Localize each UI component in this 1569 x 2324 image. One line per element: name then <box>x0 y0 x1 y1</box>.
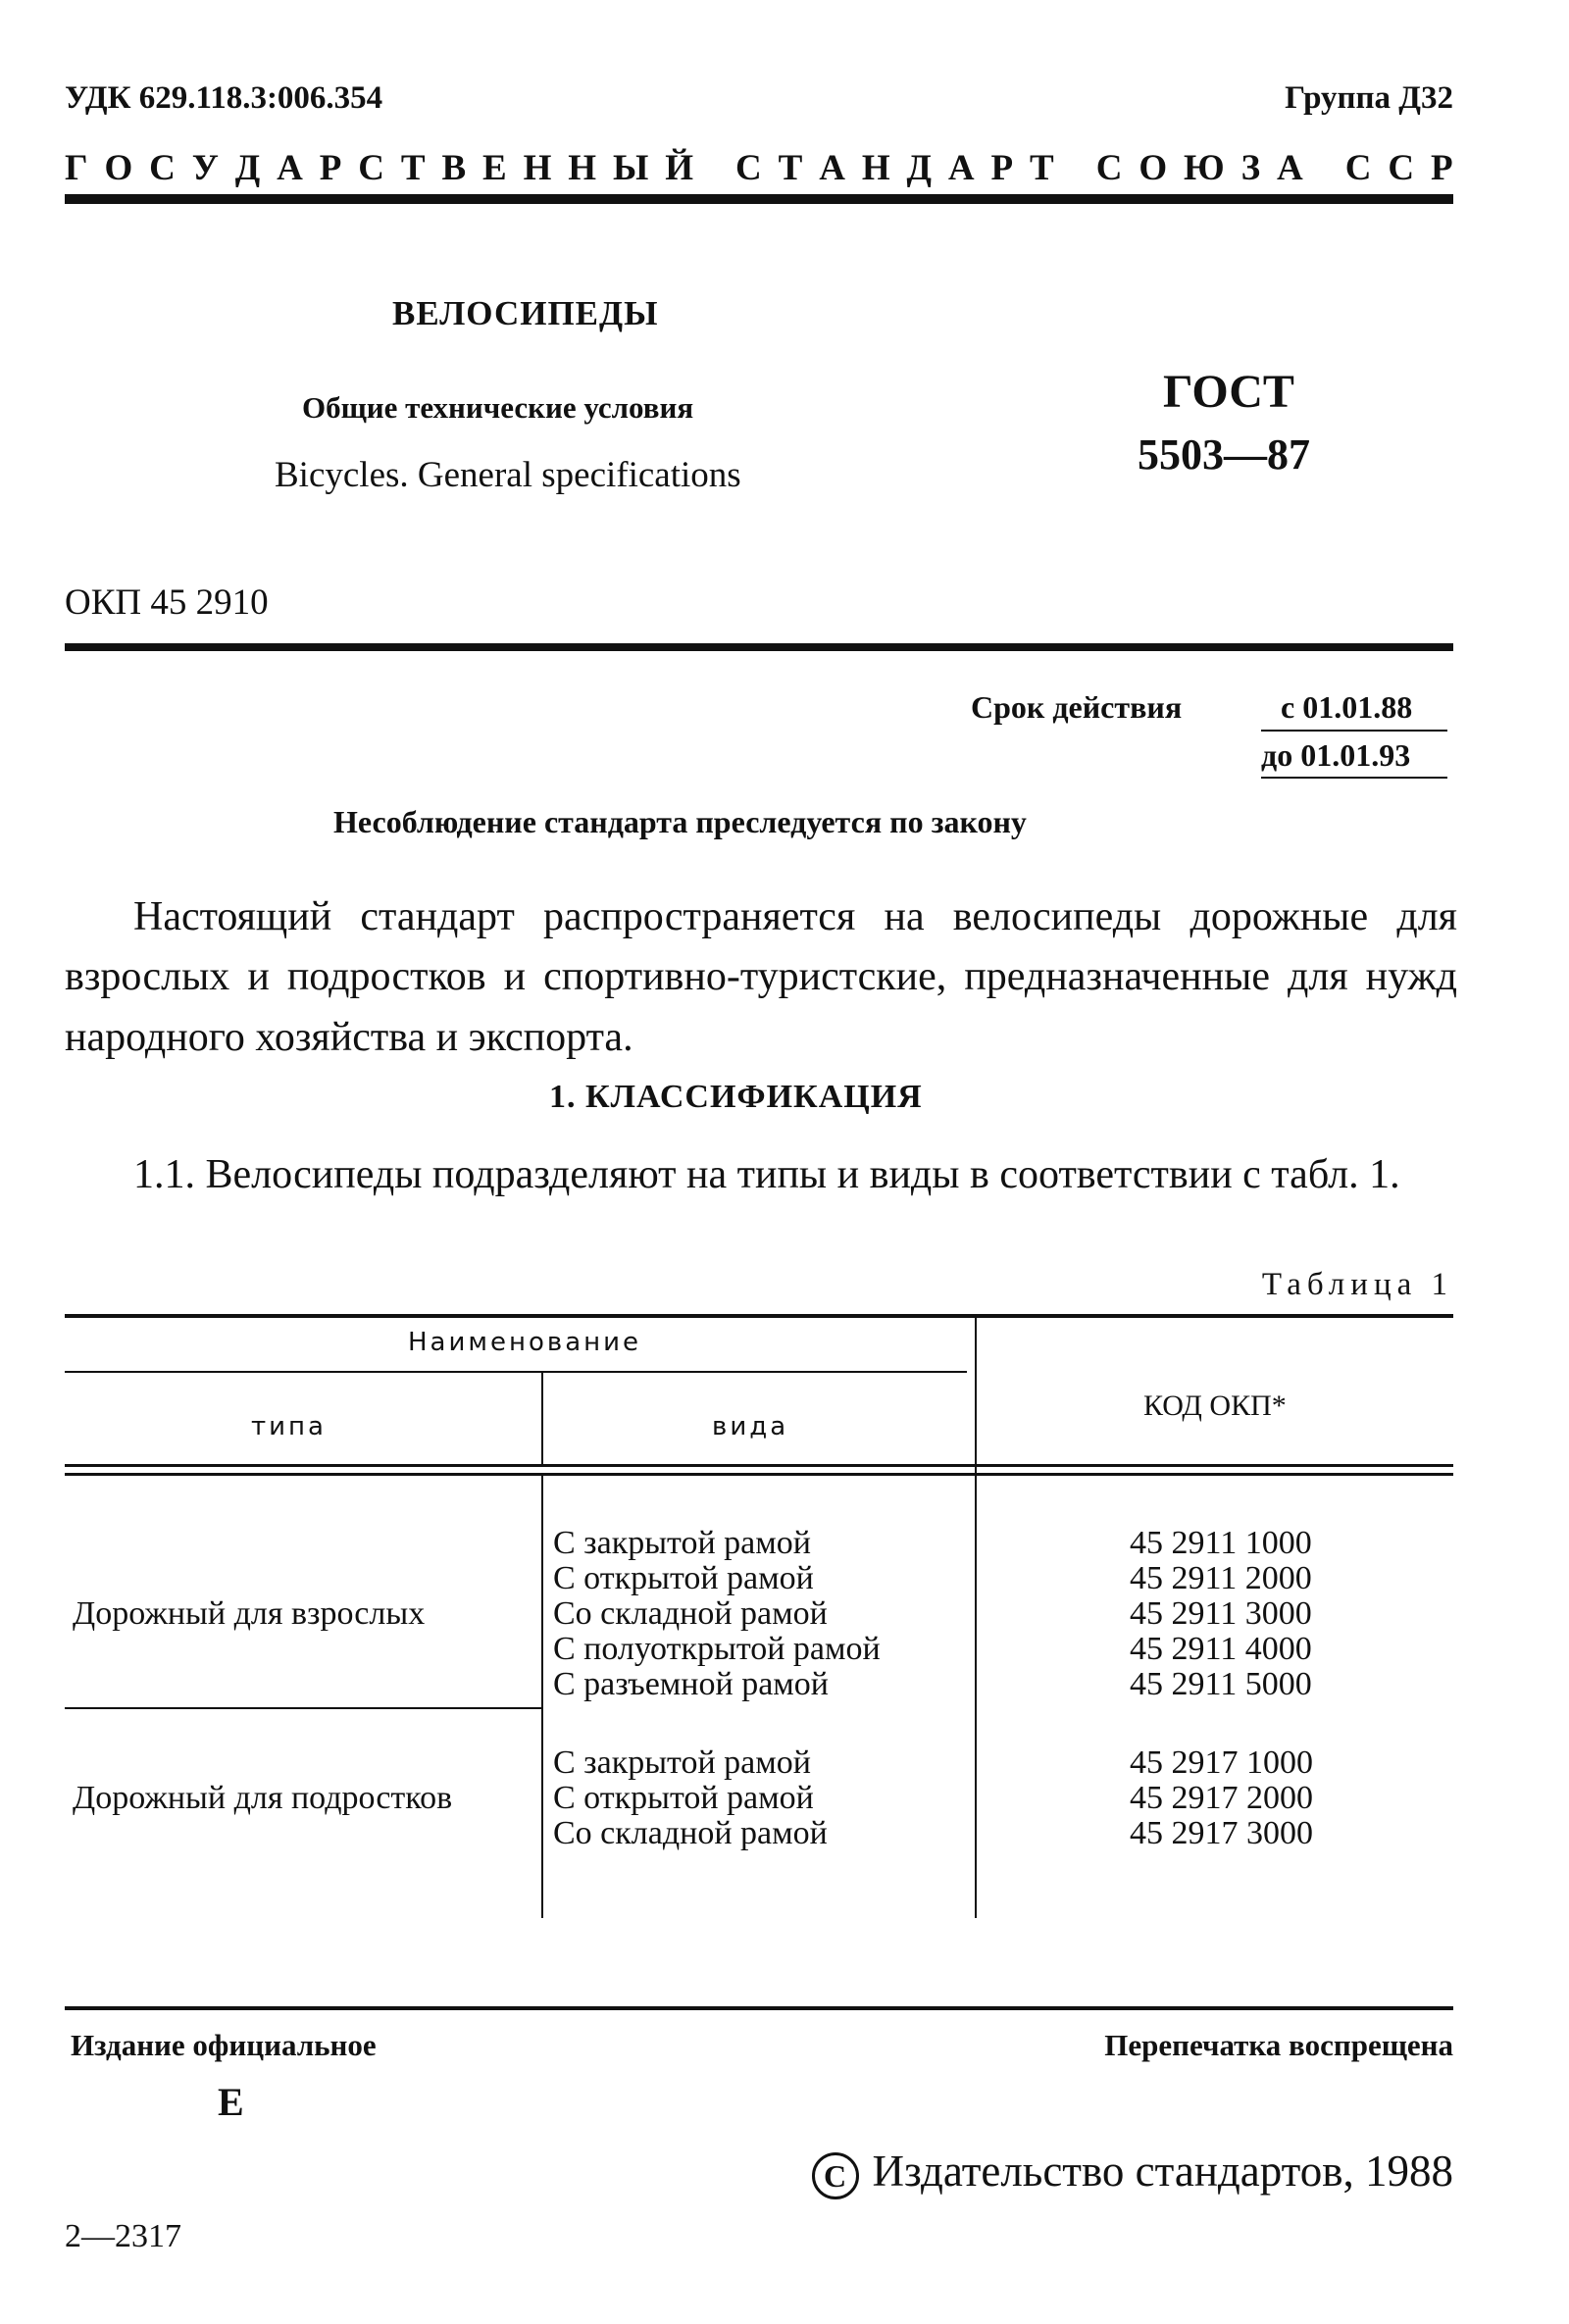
group-1-code-4: 45 2911 4000 <box>1130 1631 1312 1667</box>
group-1-kind-4: С полуоткрытой рамой <box>553 1631 881 1667</box>
header-code: КОД ОКП* <box>1143 1389 1287 1422</box>
reprint-prohibited-label: Перепечатка воспрещена <box>1104 2028 1453 2062</box>
group-1-code-5: 45 2911 5000 <box>1130 1666 1312 1702</box>
table-label: Таблица 1 <box>1261 1267 1453 1302</box>
group-2-kind-2: С открытой рамой <box>553 1780 814 1816</box>
validity-to: до 01.01.93 <box>1261 737 1411 773</box>
intro-paragraph: Настоящий стандарт распространяется на велосипеды дорожные для взрослых и подростков и спортивно-туристские, предназначенные для нужд народного хозяйства и экспорта. <box>65 894 1457 1060</box>
validity-to-underline <box>1261 777 1447 779</box>
group-2-kind-3: Со складной рамой <box>553 1815 828 1851</box>
clause-1-1: 1.1. Велосипеды подразделяют на типы и виды в соответствии с табл. 1. <box>133 1152 1400 1197</box>
section-heading-classification: 1. КЛАССИФИКАЦИЯ <box>549 1079 923 1115</box>
group-1-type: Дорожный для взрослых <box>73 1595 426 1632</box>
header-name-rule <box>65 1371 967 1373</box>
header-name: Наименование <box>408 1328 642 1357</box>
group-2-type: Дорожный для подростков <box>73 1780 453 1816</box>
gost-label: ГОСТ <box>1163 366 1294 418</box>
okp-code: ОКП 45 2910 <box>65 582 269 623</box>
group-code: Группа Д32 <box>1285 80 1453 116</box>
group-2-code-1: 45 2917 1000 <box>1130 1744 1313 1781</box>
document-title: ВЕЛОСИПЕДЫ <box>392 294 659 332</box>
gost-number: 5503—87 <box>1138 430 1310 479</box>
udk-code: УДК 629.118.3:006.354 <box>65 80 383 116</box>
group-1-kind-1: С закрытой рамой <box>553 1525 811 1561</box>
classification-table <box>65 1314 1453 1932</box>
header-double-rule-top <box>65 1464 1453 1467</box>
group-1-code-3: 45 2911 3000 <box>1130 1595 1312 1632</box>
header-double-rule-bottom <box>65 1473 1453 1476</box>
table-vline-type-kind <box>541 1476 543 1918</box>
group-1-code-1: 45 2911 1000 <box>1130 1525 1312 1561</box>
footer-rule <box>65 2006 1453 2010</box>
edition-mark: Е <box>218 2080 244 2124</box>
group-1-kind-3: Со складной рамой <box>553 1595 828 1632</box>
copyright-text: Издательство стандартов, 1988 <box>872 2147 1453 2196</box>
header-kind: вида <box>712 1412 789 1441</box>
document-subtitle-english: Bicycles. General specifications <box>275 455 741 495</box>
group-2-code-2: 45 2917 2000 <box>1130 1780 1313 1816</box>
document-subtitle: Общие технические условия <box>302 390 694 425</box>
copyright-line <box>812 2146 1453 2199</box>
law-notice: Несоблюдение стандарта преследуется по закону <box>333 804 1027 839</box>
table-vline-kind-code <box>975 1318 977 1918</box>
group-separator-rule <box>65 1707 541 1709</box>
header-rule <box>65 194 1453 204</box>
group-1-kind-5: С разъемной рамой <box>553 1666 829 1702</box>
group-2-kind-1: С закрытой рамой <box>553 1744 811 1781</box>
header-type: типа <box>251 1412 327 1441</box>
validity-from: с 01.01.88 <box>1281 689 1413 725</box>
table-top-rule <box>65 1314 1453 1318</box>
title-rule <box>65 643 1453 651</box>
table-vline-type-kind-header <box>541 1373 543 1466</box>
validity-label: Срок действия <box>971 689 1183 725</box>
group-2-code-3: 45 2917 3000 <box>1130 1815 1313 1851</box>
group-1-kind-2: С открытой рамой <box>553 1560 814 1596</box>
group-1-code-2: 45 2911 2000 <box>1130 1560 1312 1596</box>
validity-underline <box>1261 730 1447 732</box>
copyright-icon: С <box>812 2152 859 2199</box>
print-code: 2—2317 <box>65 2218 181 2254</box>
state-standard-heading: Г О С У Д А Р С Т В Е Н Н Ы Й С Т А Н Д А Р Т С О Ю З А С С Р <box>65 148 1453 188</box>
official-edition-label: Издание официальное <box>71 2028 377 2062</box>
